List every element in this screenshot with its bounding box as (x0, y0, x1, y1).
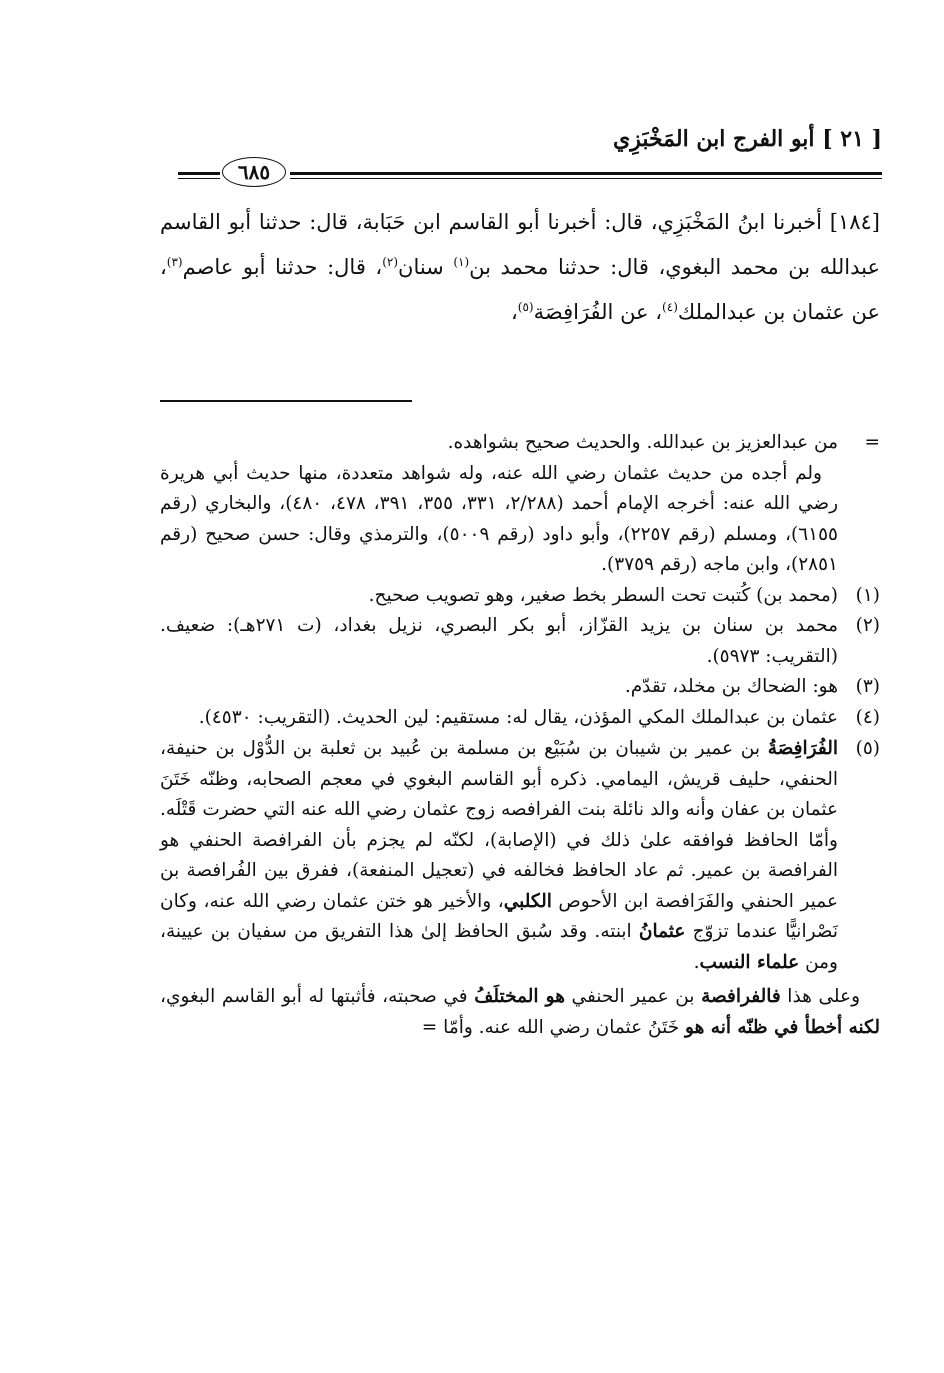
footnote-number: (٢) (855, 615, 880, 636)
hadith-paragraph: [١٨٤] أخبرنا ابنُ المَخْبَزِي، قال: أخبرنا أبو القاسم ابن حَبَابة، قال: حدثنا أبو القاسم عبدالله بن محمد البغوي، قال: حدثنا محمد بن$^{(١)}$ سنان$^{(٢)}$، قال: حدثنا أبو عاصم$^{(٣)}$، عن عثمان بن عبدالملك$^{(٤)}$، عن الفُرَافِصَة$^{(٥)}$، (160, 210, 880, 324)
continuation-line: من عبدالعزيز بن عبدالله. والحديث صحيح بشواهده. (447, 432, 838, 453)
footnote-3 (160, 672, 880, 703)
running-head: [ ٢١ ] أبو الفرج ابن المَخْبَزِي (612, 126, 882, 152)
footnote-ref-1: (١) (453, 255, 470, 269)
header-rule-thin (290, 178, 882, 179)
footnote-number: (١) (855, 584, 880, 606)
footnote-number: (٣) (855, 676, 880, 697)
footnotes (160, 428, 880, 1043)
footnote-5 (160, 734, 880, 978)
footnote-ref-4: (٤) (662, 300, 678, 314)
footnote-ref-2: (٢) (382, 255, 399, 269)
footnote-1 (160, 581, 880, 612)
footnote-4 (160, 703, 880, 734)
footnote-ref-5: (٥) (517, 300, 534, 314)
footnote-text: (محمد بن) كُتبت تحت السطر بخط صغير، وهو تصويب صحيح. (368, 584, 838, 606)
closing-paragraph: وعلى هذا فالفرافصة بن عمير الحنفي هو المختلَفُ في صحبته، فأثبتها له أبو القاسم البغوي، لكنه أخطأ في ظنّه أنه هو خَتَنُ عثمان رضي الله عنه. وأمّا = (160, 986, 880, 1038)
footnote-separator (160, 400, 412, 402)
footnote-text: الفُرَافِصَةُ بن عمير بن شيبان بن سُبَيْع بن مسلمة بن عُبيد بن ثعلبة بن الدُّوْل بن حنيفة، الحنفي، حليف قريش، اليمامي. ذكره أبو القاسم البغوي في معجم الصحابه، وظنّه خَتَنَ عثمان بن عفان وأنه والد نائلة بنت الفرافصه زوج عثمان رضي الله عنه التي حضرت قَتْلَه. وأمّا الحافظ فوافقه علىٰ ذلك في (الإصابة)، لكنّه لم يجزم بأن الفرافصة الحنفي هو الفرافصة بن عمير. ثم عاد الحافظ فخالفه في (تعجيل المنفعة)، ففرق بين الفُرافصة بن عمير الحنفي والفَرَافصة ابن الأحوص الكلبي، والأخير هو ختن عثمان رضي الله عنه، وكان نَصْرانيًّا عندما تزوّج عثمانُ ابنته. وقد سُبق الحافظ إلىٰ هذا التفريق من سفيان بن عيينة، ومن علماء النسب. (160, 738, 838, 973)
footnote-number: (٥) (855, 738, 880, 759)
footnote-2 (160, 611, 880, 672)
header-rule-left (178, 172, 220, 175)
footnote-text: محمد بن سنان بن يزيد القزّاز، أبو بكر البصري، نزيل بغداد، (ت ٢٧١هـ): ضعيف. (التقريب: ٥٩٧٣). (160, 615, 838, 667)
main-text (160, 200, 880, 335)
continuation-paragraph: ولم أجده من حديث عثمان رضي الله عنه، وله شواهد متعددة، منها حديث أبي هريرة رضي الله عنه: أخرجه الإمام أحمد (٢/٢٨٨، ٣٣١، ٣٥٥، ٣٩١، ٤٧٨، ٤٨٠)، والبخاري (رقم ٦١٥٥)، ومسلم (رقم ٢٢٥٧)، وأبو داود (رقم ٥٠٠٩)، والترمذي وقال: حسن صحيح (رقم ٢٨٥١)، وابن ماجه (رقم ٣٧٥٩). (160, 462, 839, 575)
continuation-mark: = (864, 432, 880, 453)
header-rule-left-thin (178, 178, 220, 179)
footnote-text: هو: الضحاك بن مخلد، تقدّم. (624, 676, 838, 697)
page-number: ٦٨٥ (222, 157, 286, 187)
footnote-number: (٤) (855, 706, 880, 728)
footnote-ref-3: (٣) (166, 255, 183, 269)
footnote-continuation (160, 428, 880, 581)
footnote-text: عثمان بن عبدالملك المكي المؤذن، يقال له: مستقيم: لين الحديث. (التقريب: ٤٥٣٠). (198, 706, 838, 728)
header-rule (290, 172, 882, 175)
